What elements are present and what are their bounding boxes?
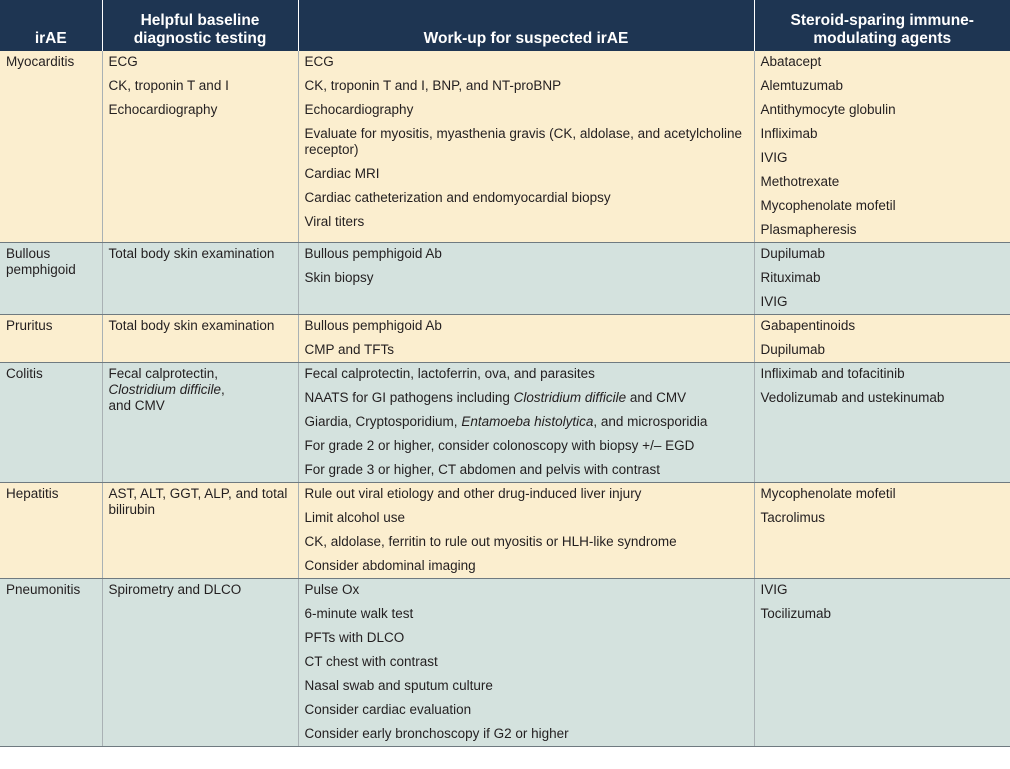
- agents-cell: [754, 243, 1010, 315]
- list-item: PFTs with DLCO: [304, 630, 405, 645]
- list-item: CK, troponin T and I: [108, 78, 229, 93]
- header-agents: Steroid-sparing immune-modulating agents: [754, 0, 1010, 51]
- list-item: Alemtuzumab: [760, 78, 844, 93]
- workup-cell: [298, 315, 754, 363]
- irae-cell: [0, 51, 102, 243]
- list-item: Fecal calprotectin, lactoferrin, ova, and parasites: [304, 366, 595, 381]
- header-baseline: Helpful baseline diagnostic testing: [102, 0, 298, 51]
- list-item: Vedolizumab and ustekinumab: [760, 390, 945, 405]
- list-item: Cardiac MRI: [304, 166, 380, 181]
- organism-name: Entamoeba histolytica: [461, 414, 594, 429]
- list-item: Antithymocyte globulin: [760, 102, 896, 117]
- irae-name: Hepatitis: [6, 486, 59, 501]
- header-row: [0, 0, 1010, 51]
- list-item: Consider cardiac evaluation: [304, 702, 472, 717]
- list-item: Methotrexate: [760, 174, 840, 189]
- list-item: [305, 390, 748, 406]
- list-item: Tacrolimus: [760, 510, 826, 525]
- baseline-text: [109, 366, 292, 414]
- agents-cell: [754, 51, 1010, 243]
- list-item: IVIG: [760, 150, 788, 165]
- agents-cell: [754, 483, 1010, 579]
- list-item: Echocardiography: [304, 102, 414, 117]
- list-item: CT chest with contrast: [304, 654, 438, 669]
- text-part: , and microsporidia: [593, 414, 708, 429]
- list-item: IVIG: [760, 294, 788, 309]
- list-item: Mycophenolate mofetil: [760, 486, 896, 501]
- agents-cell: [754, 315, 1010, 363]
- baseline-cell: [102, 363, 298, 483]
- list-item: Mycophenolate mofetil: [760, 198, 896, 213]
- workup-cell: [298, 243, 754, 315]
- list-item: CMP and TFTs: [304, 342, 395, 357]
- irae-cell: [0, 243, 102, 315]
- list-item: 6-minute walk test: [304, 606, 414, 621]
- table-row-pruritus: [0, 315, 1010, 363]
- list-item: Viral titers: [304, 214, 365, 229]
- irae-cell: [0, 579, 102, 747]
- irae-cell: [0, 483, 102, 579]
- list-item: Consider abdominal imaging: [304, 558, 476, 573]
- list-item: [305, 414, 748, 430]
- list-item: Evaluate for myositis, myasthenia gravis (CK, aldolase, and acetylcholine receptor): [304, 126, 742, 157]
- irae-cell: [0, 315, 102, 363]
- list-item: ECG: [304, 54, 334, 69]
- list-item: IVIG: [760, 582, 788, 597]
- table-row-hepatitis: [0, 483, 1010, 579]
- header-workup: Work-up for suspected irAE: [298, 0, 754, 51]
- list-item: Dupilumab: [760, 246, 826, 261]
- list-item: Rule out viral etiology and other drug-induced liver injury: [304, 486, 642, 501]
- list-item: Dupilumab: [760, 342, 826, 357]
- list-item: For grade 3 or higher, CT abdomen and pelvis with contrast: [304, 462, 660, 477]
- irae-name: Pneumonitis: [6, 582, 81, 597]
- header-irae: irAE: [0, 0, 102, 51]
- list-item: Plasmapheresis: [760, 222, 857, 237]
- list-item: ECG: [108, 54, 138, 69]
- list-item: Infliximab and tofacitinib: [760, 366, 905, 381]
- list-item: CK, aldolase, ferritin to rule out myositis or HLH-like syndrome: [304, 534, 677, 549]
- workup-cell: [298, 579, 754, 747]
- irae-name: Pruritus: [6, 318, 53, 333]
- organism-name: Clostridium difficile: [108, 382, 222, 397]
- organism-name: Clostridium difficile: [513, 390, 627, 405]
- text-part: NAATS for GI pathogens including: [304, 390, 514, 405]
- list-item: Infliximab: [760, 126, 818, 141]
- workup-cell: [298, 51, 754, 243]
- agents-cell: [754, 579, 1010, 747]
- list-item: Tocilizumab: [760, 606, 832, 621]
- list-item: Echocardiography: [108, 102, 218, 117]
- irae-name: Bullous pemphigoid: [6, 246, 76, 277]
- list-item: Bullous pemphigoid Ab: [304, 246, 442, 261]
- list-item: Nasal swab and sputum culture: [304, 678, 493, 693]
- list-item: Cardiac catheterization and endomyocardial biopsy: [304, 190, 611, 205]
- table-row-colitis: [0, 363, 1010, 483]
- list-item: Limit alcohol use: [304, 510, 406, 525]
- irae-cell: [0, 363, 102, 483]
- list-item: CK, troponin T and I, BNP, and NT-proBNP: [304, 78, 562, 93]
- agents-cell: [754, 363, 1010, 483]
- text-part: Fecal calprotectin,: [108, 366, 219, 381]
- baseline-cell: [102, 315, 298, 363]
- list-item: For grade 2 or higher, consider colonoscopy with biopsy +/– EGD: [304, 438, 695, 453]
- list-item: Consider early bronchoscopy if G2 or higher: [304, 726, 569, 741]
- list-item: Gabapentinoids: [760, 318, 856, 333]
- list-item: Abatacept: [760, 54, 822, 69]
- list-item: Spirometry and DLCO: [108, 582, 242, 597]
- table-row-pneumonitis: [0, 579, 1010, 747]
- baseline-cell: [102, 243, 298, 315]
- irae-name: Colitis: [6, 366, 43, 381]
- baseline-cell: [102, 579, 298, 747]
- list-item: Total body skin examination: [108, 246, 275, 261]
- list-item: Rituximab: [760, 270, 821, 285]
- workup-cell: [298, 363, 754, 483]
- table-row-myocarditis: [0, 51, 1010, 243]
- table-row-bullous-pemphigoid: [0, 243, 1010, 315]
- text-part: Giardia, Cryptosporidium,: [304, 414, 462, 429]
- text-part: ,: [221, 382, 225, 397]
- list-item: Total body skin examination: [108, 318, 275, 333]
- list-item: Bullous pemphigoid Ab: [304, 318, 442, 333]
- list-item: Pulse Ox: [304, 582, 360, 597]
- baseline-cell: [102, 51, 298, 243]
- irae-name: Myocarditis: [6, 54, 75, 69]
- text-part: and CMV: [626, 390, 687, 405]
- baseline-cell: [102, 483, 298, 579]
- list-item: Skin biopsy: [304, 270, 374, 285]
- text-part: and CMV: [108, 398, 165, 413]
- list-item: AST, ALT, GGT, ALP, and total bilirubin: [108, 486, 288, 517]
- workup-cell: [298, 483, 754, 579]
